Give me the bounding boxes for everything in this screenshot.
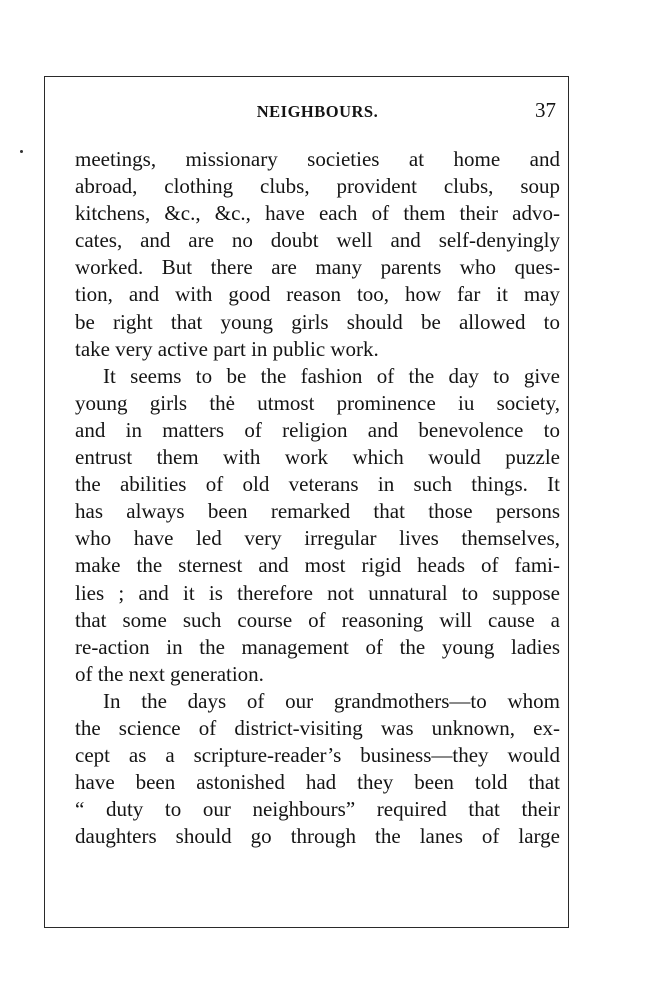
text-line: meetings, missionary societies at home and [75, 147, 560, 171]
text-line: It seems to be the fashion of the day to give [103, 363, 560, 388]
text-line: lies ; and it is therefore not unnatural to suppose [75, 580, 560, 605]
text-line: and in matters of religion and benevolence to [75, 417, 560, 442]
text-line: of the next generation. [75, 661, 264, 686]
body-text [75, 146, 560, 850]
text-line: re-action in the management of the young ladies [75, 634, 560, 659]
text-line: abroad, clothing clubs, provident clubs, soup [75, 174, 560, 199]
text-line: worked. But there are many parents who ques- [75, 255, 560, 280]
text-line: cept as a scripture-reader’s business—they would [75, 743, 560, 768]
text-line: be right that young girls should be allowed to [75, 309, 560, 334]
text-line: kitchens, &c., &c., have each of them their advo- [75, 201, 560, 226]
text-line: the science of district-visiting was unknown, ex- [75, 715, 560, 740]
text-line: entrust them with work which would puzzle [75, 445, 560, 470]
text-line: who have led very irregular lives themselves, [75, 526, 560, 551]
text-line: young girls thė utmost prominence iu society, [75, 390, 560, 415]
text-line: have been astonished had they been told that [75, 770, 560, 795]
text-line: cates, and are no doubt well and self-denyingly [75, 228, 560, 253]
running-title: NEIGHBOURS. [256, 102, 379, 121]
running-head [75, 96, 560, 132]
text-line: make the sternest and most rigid heads of fami- [75, 553, 560, 578]
text-line: “ duty to our neighbours” required that their [75, 797, 560, 822]
text-line: the abilities of old veterans in such things. It [75, 472, 560, 497]
text-line: daughters should go through the lanes of large [75, 824, 560, 849]
text-line: tion, and with good reason too, how far it may [75, 282, 560, 307]
text-line: In the days of our grandmothers—to whom [103, 688, 560, 713]
text-line: that some such course of reasoning will cause a [75, 607, 560, 632]
text-line: take very active part in public work. [75, 336, 379, 361]
page-number: 37 [535, 98, 556, 122]
text-line: has always been remarked that those persons [75, 499, 560, 524]
margin-speck [20, 150, 23, 153]
